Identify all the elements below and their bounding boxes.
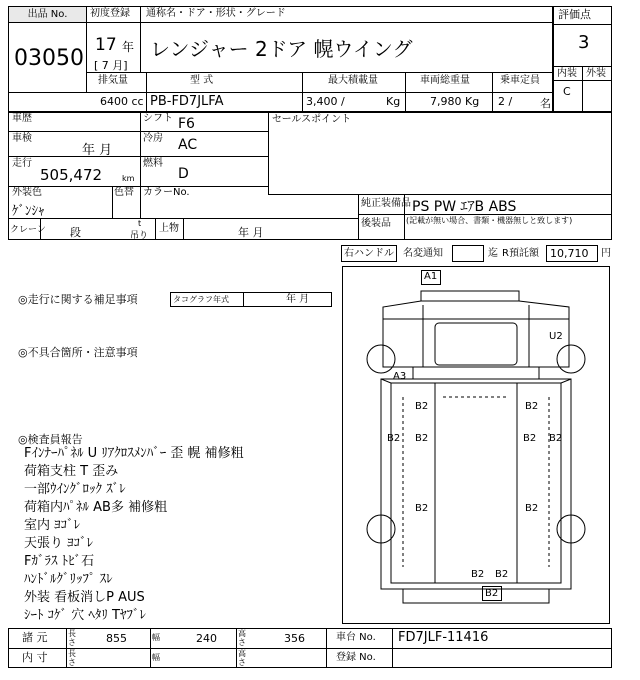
remark-line-6: 天張り ﾖｺﾞﾚ: [24, 536, 94, 551]
rhd-label: 右ハンドル: [344, 248, 394, 259]
inner-height-label: 高さ: [238, 649, 246, 667]
mark-B2-8: B2: [525, 503, 539, 514]
sales-point-label: セールスポイント: [272, 114, 352, 125]
remark-line-2: 荷箱支柱 T 歪み: [24, 464, 119, 479]
interior-grade: C: [563, 85, 571, 98]
mileage-label: 走行: [12, 158, 32, 169]
cooler-label: 冷房: [143, 133, 163, 144]
recycle-amount: 10,710: [550, 247, 589, 260]
registration-no-label: 登録 No.: [336, 652, 376, 663]
gross-weight: 7,980 Kg: [430, 95, 480, 108]
inspector-title: ◎検査員報告: [18, 433, 83, 446]
model-label: 型 式: [190, 75, 214, 86]
defects-title: ◎不具合箇所・注意事項: [18, 346, 138, 359]
mark-B2-1: B2: [415, 401, 429, 412]
tax-label: 迄: [488, 248, 498, 259]
dimensions-label: 諸 元: [22, 631, 48, 644]
mileage: 505,472: [40, 166, 103, 184]
chassis-label: 車台 No.: [336, 632, 376, 643]
equipment: PS PW ｴｱB ABS: [412, 199, 517, 215]
fuel-label: 燃料: [143, 158, 163, 169]
loading-unit: Kg: [386, 95, 401, 108]
grade-value: 3: [578, 32, 590, 53]
displacement-label: 排気量: [98, 75, 128, 86]
reg-month: [ 7 月]: [94, 59, 128, 72]
fuel: D: [178, 166, 189, 182]
color-no-label: カラーNo.: [143, 187, 190, 198]
capacity-label: 乗車定員: [500, 75, 540, 86]
mark-B2-5: B2: [523, 433, 537, 444]
year-unit: 年: [122, 40, 135, 54]
mark-A3: A3: [393, 371, 407, 382]
mark-B2-10: B2: [495, 569, 509, 580]
name-change-label: 名変通知: [403, 248, 443, 259]
lot-no-label: 出品 No.: [9, 7, 86, 22]
mark-B2-7: B2: [415, 503, 429, 514]
crane-ton: t: [138, 219, 142, 228]
inspection-label: 車検: [12, 133, 32, 144]
length: 855: [106, 632, 127, 645]
crane-stages: 段: [70, 226, 81, 239]
max-loading: 3,400 /: [306, 95, 345, 108]
grade-label: 評価点: [558, 8, 591, 21]
mileage-unit: km: [122, 174, 135, 183]
recycle-label: R預託額: [502, 248, 539, 259]
width-label: 幅: [152, 633, 160, 642]
crane-label: クレーン: [10, 225, 46, 235]
first-registration-label: 初度登録: [90, 8, 130, 19]
remark-line-4: 荷箱内ﾊﾟﾈﾙ AB多 補修粗: [24, 500, 168, 515]
loading-label: 最大積載量: [328, 75, 378, 86]
model-code: PB-FD7JLFA: [150, 94, 224, 109]
chassis-no: FD7JLF-11416: [398, 630, 489, 645]
remark-line-8: ﾊﾝﾄﾞﾙｸﾞﾘｯﾌﾟ ｽﾚ: [24, 572, 113, 587]
crane-hang: 吊り: [130, 231, 149, 241]
displacement: 6400 cc: [100, 95, 144, 108]
equipment-label: 純正装備品: [361, 198, 411, 209]
shift: F6: [178, 116, 195, 132]
cooler: AC: [178, 137, 198, 153]
remark-line-10: ｼｰﾄ ｺｹﾞ 穴 ﾍﾀﾘ Tﾔﾌﾞﾚ: [24, 608, 146, 623]
aftermarket-label: 後装品: [361, 218, 391, 229]
interior-label: 内装: [557, 68, 577, 79]
remark-line-3: 一部ｳｲﾝｸﾞﾛｯｸ ｽﾞﾚ: [24, 482, 126, 497]
recycle-unit: 円: [601, 248, 611, 259]
remark-line-9: 外装 看板消しP AUS: [24, 590, 145, 605]
inner-width-label: 幅: [152, 653, 160, 662]
mark-U2: U2: [549, 331, 563, 342]
running-notes-title: ◎走行に関する補足事項: [18, 293, 138, 306]
height: 356: [284, 632, 305, 645]
reg-year: 17: [95, 35, 117, 55]
car-name-label: 通称名・ドア・形状・グレード: [146, 8, 286, 19]
color-change-label: 色替: [114, 187, 134, 198]
aftermarket-note: (記載が無い場合、書類・機器無しと致します): [406, 216, 573, 225]
mark-B2-6: B2: [549, 433, 563, 444]
mark-B2-4: B2: [415, 433, 429, 444]
width: 240: [196, 632, 217, 645]
upper-date: 年 月: [238, 226, 264, 239]
car-name: レンジャー 2ドア 幌ウイング: [150, 37, 413, 61]
shift-label: シフト: [143, 113, 173, 124]
mark-B2-3: B2: [387, 433, 401, 444]
inspection-date: 年 月: [82, 143, 113, 158]
length-label: 長さ: [68, 629, 76, 647]
inner-length-label: 長さ: [68, 649, 76, 667]
capacity: 2 /: [498, 95, 513, 108]
remark-line-7: Fｶﾞﾗｽ ﾄﾋﾞ石: [24, 554, 95, 569]
upper-label: 上物: [159, 223, 179, 234]
lot-no: 03050: [14, 46, 84, 71]
mark-B2-rear: B2: [485, 588, 499, 599]
mark-B2-9: B2: [471, 569, 485, 580]
tachograph-label: タコグラフ年式: [173, 295, 229, 304]
mark-A1: A1: [424, 271, 438, 282]
tachograph-date: 年 月: [286, 294, 310, 305]
damage-diagram: [342, 266, 610, 624]
exterior-color: ｹﾞﾝｼｬ: [12, 204, 45, 219]
mark-B2-2: B2: [525, 401, 539, 412]
gross-weight-label: 車両総重量: [420, 75, 470, 86]
history-label: 車歴: [12, 113, 32, 124]
remark-line-1: Fｲﾝﾅｰﾊﾟﾈﾙ U ﾘｱｸﾛｽﾒﾝﾊﾞｰ 歪 幌 補修粗: [24, 446, 244, 461]
name-change-box: [452, 245, 484, 262]
remark-line-5: 室内 ﾖｺﾞﾚ: [24, 518, 81, 533]
inner-dimensions-label: 内 寸: [22, 651, 48, 664]
exterior-color-label: 外装色: [12, 187, 42, 198]
exterior-label: 外装: [586, 68, 606, 79]
height-label: 高さ: [238, 629, 246, 647]
capacity-unit: 名: [540, 97, 551, 110]
